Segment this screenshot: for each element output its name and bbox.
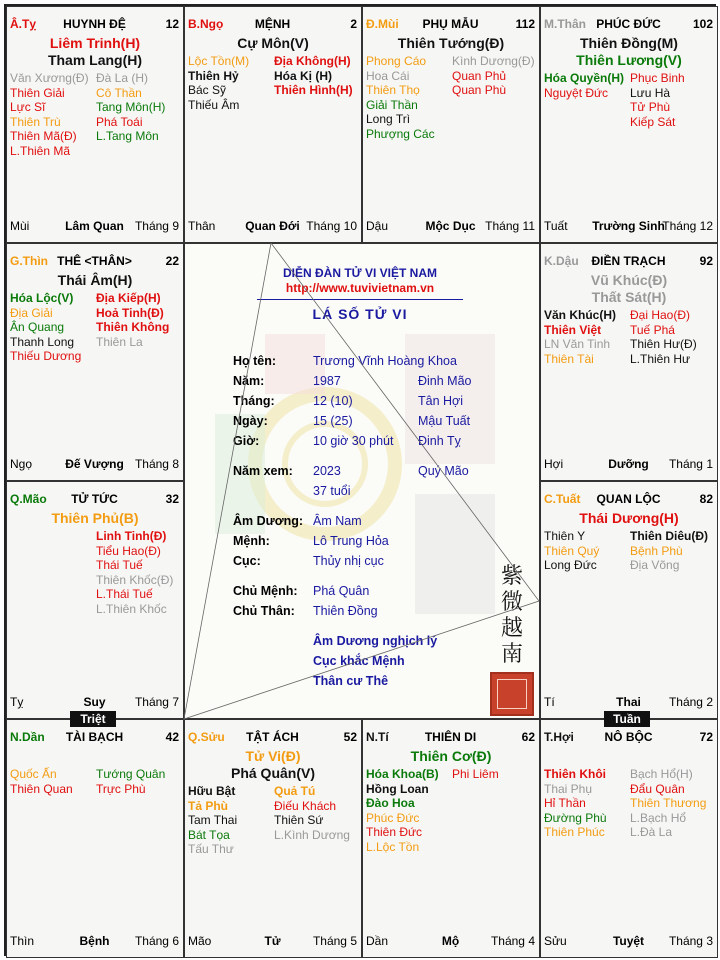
minor-stars-left [10, 71, 89, 158]
minor-star: Linh Tinh(Đ) [96, 529, 167, 543]
minor-star: Phúc Đức [366, 810, 420, 825]
palace-name: NÔ BỘC [604, 730, 653, 744]
minor-star: L.Thái Tuế [96, 587, 153, 601]
chart-note: Âm Dương nghịch lý [313, 634, 438, 648]
palace-ngo [184, 6, 362, 243]
minor-star: LN Văn Tinh [544, 337, 611, 351]
palace-dau [540, 243, 718, 481]
main-star: Cự Môn(V) [237, 35, 309, 51]
minor-star: Cô Thần [96, 85, 142, 100]
palace-name: ĐIỀN TRẠCH [591, 254, 666, 268]
minor-star: L.Tang Môn [96, 129, 159, 143]
minor-star: Tam Thai [188, 813, 238, 827]
minor-star: Tuế Phá [630, 322, 675, 337]
palace-name: PHÚC ĐỨC [596, 17, 661, 31]
minor-star: Lộc Tồn(M) [188, 54, 250, 68]
palace-name: THIÊN DI [424, 730, 477, 744]
truong-sinh: Đế Vượng [65, 457, 124, 471]
minor-stars-left [544, 71, 624, 100]
info-value-can-chi: Quý Mão [418, 464, 469, 478]
truong-sinh: Quan Đới [245, 219, 300, 233]
minor-stars-right [452, 767, 499, 782]
info-value-can-chi: Đinh Mão [418, 374, 472, 388]
title-divider [257, 299, 463, 300]
minor-star: Quả Tú [274, 784, 316, 798]
palace-dai-van: 2 [350, 17, 357, 31]
info-value: 2023 [313, 464, 341, 478]
minor-star: Thiên Hình(H) [274, 83, 353, 97]
seal-char: 紫 [500, 564, 523, 589]
truong-sinh: Lâm Quan [65, 219, 124, 233]
palace-can-chi: T.Hợi [544, 730, 574, 744]
minor-star: Hoả Tinh(Đ) [96, 305, 164, 320]
info-value: Thiên Đồng [313, 604, 378, 618]
palace-tuat [540, 481, 718, 719]
minor-stars-left [188, 784, 237, 857]
minor-stars-right [630, 529, 708, 573]
minor-star: Quan Phủ [452, 68, 507, 83]
minor-star: Long Đức [544, 558, 597, 572]
info-value: Trương Vĩnh Hoàng Khoa [313, 354, 457, 368]
luu-chi: Sửu [544, 934, 567, 948]
main-star: Thiên Phủ(B) [51, 510, 139, 526]
minor-star: Tiểu Hao(Đ) [96, 543, 161, 558]
minor-star: Đường Phù [544, 810, 607, 825]
palace-thin [6, 243, 184, 481]
minor-star: Thiên Quan [10, 781, 73, 796]
minor-star: Địa Kiếp(H) [96, 291, 161, 305]
info-value: 10 giờ 30 phút [313, 434, 394, 448]
luu-chi: Dậu [366, 219, 389, 233]
palace-dai-van: 62 [521, 730, 535, 744]
palace-name: TÀI BẠCH [65, 730, 124, 744]
luu-chi: Mùi [10, 219, 30, 233]
minor-star: Hóa Khoa(B) [366, 767, 439, 781]
minor-star: Văn Khúc(H) [544, 308, 616, 322]
info-value-can-chi: Đinh Tỵ [418, 434, 461, 448]
minor-star: L.Thiên Mã [10, 143, 71, 158]
truong-sinh: Thai [616, 695, 641, 709]
minor-star: Thiên Giải [10, 85, 65, 100]
minor-star: Thiên Khốc(Đ) [96, 572, 174, 587]
palace-can-chi: Q.Sửu [188, 730, 225, 744]
minor-stars-left [10, 767, 73, 796]
red-seal-stamp [490, 672, 534, 716]
palace-than [540, 6, 718, 243]
info-value: 12 (10) [313, 394, 353, 408]
minor-star: Long Trì [366, 112, 411, 126]
minor-star: Tử Phù [630, 100, 671, 114]
minor-stars-left [544, 308, 616, 366]
seal-char: 越 [500, 616, 523, 641]
chart-note: Cục khắc Mệnh [313, 654, 405, 668]
minor-star: Phượng Các [366, 126, 435, 141]
luu-chi: Mão [188, 934, 212, 948]
info-label: Chủ Thân: [233, 604, 295, 618]
minor-stars-right [630, 767, 706, 840]
minor-star: Thiên Hỷ [188, 68, 239, 83]
minor-stars-right [452, 54, 535, 98]
palace-can-chi: N.Dần [10, 730, 45, 744]
luu-chi: Thìn [10, 934, 35, 948]
minor-star: Thiên Diêu(Đ) [630, 529, 708, 543]
main-star: Thất Sát(H) [591, 289, 667, 305]
info-value: Phá Quân [313, 584, 370, 598]
main-star: Thiên Lương(V) [576, 52, 682, 68]
seal-char: 微 [500, 590, 523, 615]
minor-star: Đà La (H) [96, 71, 149, 85]
palace-dai-van: 92 [699, 254, 713, 268]
truong-sinh: Tuyệt [612, 934, 645, 948]
thang: Tháng 11 [485, 219, 535, 233]
info-value: Lô Trung Hỏa [313, 534, 389, 548]
main-star: Tham Lang(H) [47, 52, 143, 68]
minor-star: Hóa Lộc(V) [10, 291, 74, 305]
palace-dan [6, 719, 184, 958]
palace-dai-van: 82 [699, 492, 713, 506]
minor-star: Đào Hoa [366, 796, 415, 810]
minor-stars-left [366, 54, 435, 141]
chart-note: Thân cư Thê [313, 674, 389, 688]
info-label: Giờ: [233, 434, 260, 448]
minor-star: Tấu Thư [188, 842, 234, 856]
minor-star: L.Lộc Tồn [366, 839, 420, 854]
minor-stars-left [10, 291, 81, 364]
main-star: Tử Vi(Đ) [245, 748, 301, 764]
main-star: Thiên Đồng(M) [580, 35, 678, 51]
palace-dai-van: 112 [515, 17, 535, 31]
palace-dai-van: 102 [692, 17, 713, 31]
thang: Tháng 10 [306, 219, 357, 233]
thang: Tháng 5 [312, 934, 357, 948]
seal-char: 南 [500, 642, 523, 667]
minor-stars-right [630, 71, 685, 129]
thang: Tháng 1 [668, 457, 713, 471]
main-star: Thái Dương(H) [579, 510, 679, 526]
minor-star: Lực Sĩ [10, 100, 46, 114]
info-label: Năm xem: [233, 464, 293, 478]
thang: Tháng 12 [662, 219, 713, 233]
minor-star: Địa Giải [10, 305, 53, 320]
main-star: Thiên Cơ(Đ) [410, 748, 492, 764]
minor-stars-left [188, 54, 249, 112]
palace-dai-van: 72 [699, 730, 713, 744]
minor-stars-right [96, 529, 173, 616]
main-stars [185, 35, 361, 52]
luu-chi: Dần [366, 934, 389, 948]
minor-star: Thiên La [96, 334, 143, 349]
minor-star: Thai Phụ [544, 781, 593, 796]
luu-chi: Tí [544, 695, 555, 709]
palace-can-chi: M.Thân [544, 17, 586, 31]
minor-star: Tướng Quân [96, 767, 166, 781]
main-stars [7, 272, 183, 289]
minor-star: Nguyệt Đức [544, 85, 609, 100]
info-value: 15 (25) [313, 414, 353, 428]
minor-star: Văn Xương(Đ) [10, 71, 89, 85]
main-stars [363, 35, 539, 52]
info-label: Ngày: [233, 414, 268, 428]
info-value: 1987 [313, 374, 341, 388]
palace-ty [6, 6, 184, 243]
minor-star: L.Bạch Hổ [630, 810, 687, 825]
truong-sinh: Dưỡng [608, 457, 649, 471]
info-label: Mệnh: [233, 534, 270, 548]
minor-star: Thiên Y [544, 529, 586, 543]
info-label: Họ tên: [233, 354, 277, 368]
minor-star: Địa Võng [630, 558, 680, 572]
info-label: Năm: [233, 374, 265, 388]
minor-star: Quốc Ấn [10, 767, 57, 781]
minor-star: Phong Cáo [366, 54, 427, 68]
minor-star: Thiên Trù [10, 114, 61, 129]
palace-can-chi: N.Tí [366, 730, 389, 744]
minor-star: Phi Liêm [452, 767, 499, 781]
palace-can-chi: Â.Tỵ [10, 17, 37, 31]
palace-can-chi: Đ.Mùi [366, 17, 399, 31]
truong-sinh: Suy [83, 695, 106, 709]
palace-name: HUYNH ĐỆ [63, 17, 126, 31]
luu-chi: Thân [188, 219, 216, 233]
minor-star: Giải Thần [366, 97, 418, 112]
info-label: Cục: [233, 554, 261, 568]
tuan-tag: Tuần [604, 711, 650, 727]
forum-url[interactable]: http://www.tuvivietnam.vn [285, 281, 435, 295]
palace-mui [362, 6, 540, 243]
truong-sinh: Mộc Dục [425, 219, 476, 233]
palace-dai-van: 32 [165, 492, 179, 506]
minor-star: Thiên Phúc [544, 825, 605, 839]
main-stars [185, 748, 361, 782]
palace-mao [6, 481, 184, 719]
palace-can-chi: K.Dậu [544, 254, 579, 268]
palace-dai-van: 52 [343, 730, 357, 744]
palace-name: TỬ TỨC [71, 492, 118, 506]
minor-star: Lưu Hà [630, 85, 671, 100]
minor-star: Hồng Loan [366, 781, 429, 796]
info-label: Âm Dương: [233, 514, 304, 528]
palace-can-chi: C.Tuất [544, 492, 581, 506]
main-stars [541, 35, 717, 69]
minor-stars-right [274, 784, 350, 842]
minor-star: Thiên Tài [544, 351, 594, 366]
thang: Tháng 4 [490, 934, 535, 948]
minor-star: Thiên Đức [366, 825, 423, 839]
minor-star: Hóa Quyền(H) [544, 71, 625, 85]
thang: Tháng 9 [134, 219, 179, 233]
triet-tag: Triệt [70, 711, 116, 727]
truong-sinh: Mộ [441, 934, 460, 948]
chart-title: LÁ SỐ TỬ VI [312, 306, 408, 322]
minor-star: Hoa Cái [366, 68, 410, 83]
info-label: Chủ Mệnh: [233, 584, 298, 598]
minor-star: L.Thiên Khốc [96, 601, 167, 616]
minor-star: Thiên Thọ [366, 83, 420, 97]
minor-star: Trực Phù [96, 781, 146, 796]
minor-star: Tả Phù [188, 798, 229, 813]
info-value-can-chi: Tân Hợi [418, 394, 464, 408]
tu-vi-chart [4, 4, 716, 956]
info-label: Tháng: [233, 394, 275, 408]
minor-star: Điếu Khách [274, 798, 337, 813]
minor-star: Tang Môn(H) [96, 100, 166, 114]
minor-star: L.Kình Dương [274, 827, 350, 842]
luu-chi: Hợi [544, 457, 564, 471]
thang: Tháng 8 [134, 457, 179, 471]
luu-chi: Ngọ [10, 457, 33, 471]
truong-sinh: Trường Sinh [592, 219, 665, 233]
palace-dai-van: 12 [165, 17, 179, 31]
minor-star: Thiên Hư(Đ) [630, 337, 697, 351]
minor-star: Ân Quang [10, 320, 65, 334]
main-stars [363, 748, 539, 765]
minor-stars-right [96, 71, 165, 144]
truong-sinh: Bệnh [79, 934, 110, 948]
minor-stars-right [96, 291, 169, 349]
palace-hoi [540, 719, 718, 958]
info-value-can-chi: Mậu Tuất [418, 414, 471, 428]
center-info-panel [184, 243, 540, 719]
thang: Tháng 3 [668, 934, 713, 948]
minor-star: Thiếu Âm [188, 97, 240, 112]
main-star: Phá Quân(V) [230, 765, 315, 781]
minor-star: L.Thiên Hư [630, 351, 691, 366]
main-star: Vũ Khúc(Đ) [590, 272, 668, 288]
main-star: Thái Âm(H) [57, 272, 133, 288]
palace-dai-van: 42 [165, 730, 179, 744]
minor-stars-right [96, 767, 165, 796]
info-value: 37 tuổi [313, 484, 351, 498]
minor-star: Thiên Không [96, 320, 170, 334]
minor-star: Đẩu Quân [630, 781, 685, 796]
minor-star: Thiên Khôi [544, 767, 606, 781]
main-star: Thiên Tướng(Đ) [397, 35, 505, 51]
truong-sinh: Tử [264, 934, 281, 948]
palace-suu [184, 719, 362, 958]
main-stars [7, 35, 183, 69]
minor-star: Bác Sỹ [188, 83, 227, 97]
thang: Tháng 2 [668, 695, 713, 709]
minor-stars-left [544, 529, 599, 573]
minor-star: Địa Không(H) [274, 54, 351, 68]
main-stars [541, 510, 717, 527]
luu-chi: Tỵ [10, 695, 24, 709]
palace-name: THÊ <THÂN> [57, 254, 132, 268]
palace-can-chi: Q.Mão [10, 492, 47, 506]
palace-can-chi: G.Thìn [10, 254, 48, 268]
minor-star: Bát Tọa [188, 827, 230, 842]
minor-star: Phục Binh [630, 71, 685, 85]
forum-name: DIỄN ĐÀN TỬ VI VIỆT NAM [283, 266, 437, 280]
minor-star: Thiên Việt [544, 322, 602, 337]
info-value: Thủy nhị cục [313, 554, 384, 568]
palace-name: QUAN LỘC [596, 492, 661, 506]
info-value: Âm Nam [313, 514, 362, 528]
palace-name: PHỤ MẪU [422, 17, 479, 31]
minor-star: Thanh Long [10, 334, 75, 349]
minor-star: Kình Dương(Đ) [452, 54, 535, 68]
minor-star: Bệnh Phù [630, 543, 683, 558]
minor-stars-left [544, 767, 607, 840]
minor-stars-left [366, 767, 439, 854]
minor-star: Thiên Quý [544, 543, 600, 558]
luu-chi: Tuất [544, 219, 568, 233]
palace-name: TẬT ÁCH [246, 730, 299, 744]
minor-star: Hóa Kị (H) [274, 68, 332, 83]
minor-star: Thiên Mã(Đ) [10, 129, 77, 143]
minor-star: Thiên Sứ [274, 813, 324, 827]
minor-star: Kiếp Sát [630, 114, 676, 129]
minor-star: Bạch Hổ(H) [630, 767, 693, 781]
minor-star: Thái Tuế [96, 558, 143, 572]
minor-star: Thiên Thương [630, 796, 707, 810]
palace-name: MỆNH [254, 17, 291, 31]
seal-text-column [497, 564, 527, 668]
minor-star: Hữu Bật [188, 784, 236, 798]
main-star: Liêm Trinh(H) [49, 35, 141, 51]
minor-star: L.Đà La [630, 825, 673, 839]
palace-can-chi: B.Ngọ [188, 17, 224, 31]
main-stars [541, 272, 717, 306]
minor-star: Hỉ Thần [544, 796, 586, 810]
thang: Tháng 6 [134, 934, 179, 948]
palace-dai-van: 22 [165, 254, 179, 268]
main-stars [7, 510, 183, 527]
minor-stars-right [630, 308, 697, 366]
minor-stars-right [274, 54, 353, 98]
minor-star: Thiếu Dương [10, 349, 82, 363]
palace-ti [362, 719, 540, 958]
thang: Tháng 7 [134, 695, 179, 709]
minor-star: Đại Hao(Đ) [630, 308, 691, 322]
minor-star: Phá Toái [96, 114, 143, 129]
minor-star: Quan Phù [452, 83, 507, 97]
